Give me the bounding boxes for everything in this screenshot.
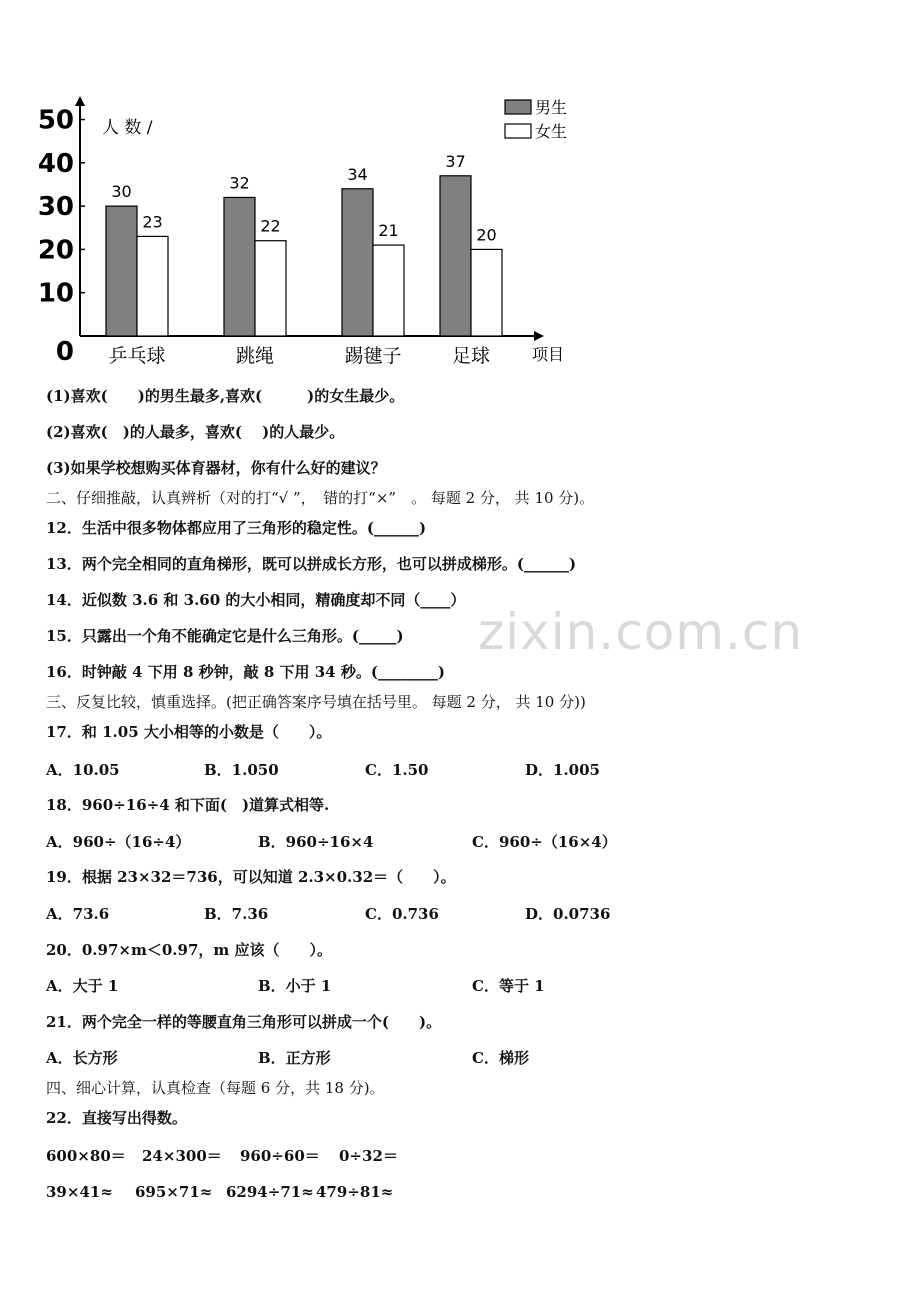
q18-option-c: C．960÷（16×4） xyxy=(472,833,617,851)
data-label: 20 xyxy=(476,225,497,245)
bar-girls xyxy=(373,245,404,336)
y-axis-arrow xyxy=(75,96,85,106)
y-tick-label: 0 xyxy=(55,337,74,367)
calc-item: 39×41≈ xyxy=(46,1183,113,1201)
y-tick-label: 20 xyxy=(37,235,74,266)
q17-stem: 17．和 1.05 大小相等的小数是（ ）。 xyxy=(46,723,332,741)
legend-label: 女生 xyxy=(535,122,568,141)
bar-boys xyxy=(106,206,137,336)
q21-option-b: B．正方形 xyxy=(258,1049,331,1067)
y-tick-label: 40 xyxy=(37,148,74,179)
x-axis-label: 项目 xyxy=(532,345,565,364)
q19-stem: 19．根据 23×32＝736，可以知道 2.3×0.32＝（ ）。 xyxy=(46,868,456,886)
legend-swatch xyxy=(505,124,531,138)
q20-option-a: A．大于 1 xyxy=(46,977,119,995)
x-axis-arrow xyxy=(534,331,544,341)
calc-item: 960÷60＝ xyxy=(240,1147,320,1165)
legend-label: 男生 xyxy=(535,98,568,117)
calc-item: 6294÷71≈ xyxy=(226,1183,314,1201)
y-axis-label: 人 数 / xyxy=(102,118,153,138)
question-2: (2)喜欢( )的人最多，喜欢( )的人最少。 xyxy=(46,423,345,441)
section-2-heading: 二、仔细推敲，认真辨析（对的打“√ ”， 错的打“×” 。 每题 2 分， 共 10 分)。 xyxy=(46,489,595,507)
calc-item: 479÷81≈ xyxy=(316,1183,394,1201)
q17-option-c: C．1.50 xyxy=(365,761,429,779)
x-tick-label: 跳绳 xyxy=(235,345,275,367)
data-label: 37 xyxy=(445,151,466,171)
bar-boys xyxy=(440,176,471,336)
q20-option-c: C．等于 1 xyxy=(472,977,545,995)
question-3: (3)如果学校想购买体育器材，你有什么好的建议？ xyxy=(46,459,386,477)
calc-item: 24×300＝ xyxy=(142,1147,222,1165)
bar-chart xyxy=(0,0,600,375)
q19-option-b: B．7.36 xyxy=(204,905,269,923)
data-label: 32 xyxy=(229,173,250,193)
q22-stem: 22．直接写出得数。 xyxy=(46,1109,187,1127)
data-label: 34 xyxy=(347,164,368,184)
section-3-heading: 三、反复比较，慎重选择。(把正确答案序号填在括号里。 每题 2 分， 共 10 分)) xyxy=(46,693,586,711)
bar-girls xyxy=(255,241,286,336)
x-tick-label: 足球 xyxy=(451,345,491,367)
data-label: 30 xyxy=(111,182,132,202)
q18-stem: 18．960÷16÷4 和下面( )道算式相等. xyxy=(46,796,330,814)
s2-item-15: 15．只露出一个角不能确定它是什么三角形。(_____) xyxy=(46,627,404,645)
q18-option-b: B．960÷16×4 xyxy=(258,833,374,851)
question-1: (1)喜欢( )的男生最多,喜欢( )的女生最少。 xyxy=(46,387,405,405)
q19-option-c: C．0.736 xyxy=(365,905,439,923)
section-4-heading: 四、细心计算，认真检查（每题 6 分，共 18 分)。 xyxy=(46,1079,385,1097)
calc-item: 600×80＝ xyxy=(46,1147,126,1165)
legend-swatch xyxy=(505,100,531,114)
q17-option-d: D．1.005 xyxy=(525,761,600,779)
bar-girls xyxy=(137,236,168,336)
x-tick-label: 踢毽子 xyxy=(344,345,402,367)
x-tick-label: 乒乓球 xyxy=(108,345,166,367)
bar-girls xyxy=(471,249,502,336)
s2-item-13: 13．两个完全相同的直角梯形，既可以拼成长方形，也可以拼成梯形。(______) xyxy=(46,555,577,573)
data-label: 22 xyxy=(260,216,281,236)
q18-option-a: A．960÷（16÷4） xyxy=(46,833,191,851)
s2-item-16: 16．时钟敲 4 下用 8 秒钟，敲 8 下用 34 秒。(________) xyxy=(46,663,446,681)
calc-item: 0÷32＝ xyxy=(339,1147,398,1165)
bar-boys xyxy=(224,197,255,336)
s2-item-12: 12．生活中很多物体都应用了三角形的稳定性。(______) xyxy=(46,519,427,537)
data-label: 23 xyxy=(142,212,163,232)
q20-option-b: B．小于 1 xyxy=(258,977,332,995)
q17-option-b: B．1.050 xyxy=(204,761,279,779)
calc-item: 695×71≈ xyxy=(135,1183,213,1201)
y-tick-label: 10 xyxy=(37,278,74,309)
q21-stem: 21．两个完全一样的等腰直角三角形可以拼成一个( )。 xyxy=(46,1013,442,1031)
q21-option-a: A．长方形 xyxy=(46,1049,118,1067)
y-tick-label: 30 xyxy=(37,192,74,223)
bar-boys xyxy=(342,189,373,336)
s2-item-14: 14．近似数 3.6 和 3.60 的大小相同，精确度却不同（____） xyxy=(46,591,466,609)
q20-stem: 20．0.97×m＜0.97，m 应该（ ）。 xyxy=(46,941,332,959)
q19-option-a: A．73.6 xyxy=(46,905,110,923)
q17-option-a: A．10.05 xyxy=(46,761,120,779)
data-label: 21 xyxy=(378,221,399,241)
y-tick-label: 50 xyxy=(37,105,74,136)
q19-option-d: D．0.0736 xyxy=(525,905,611,923)
q21-option-c: C．梯形 xyxy=(472,1049,529,1067)
watermark: zixin.com.cn xyxy=(478,603,804,661)
